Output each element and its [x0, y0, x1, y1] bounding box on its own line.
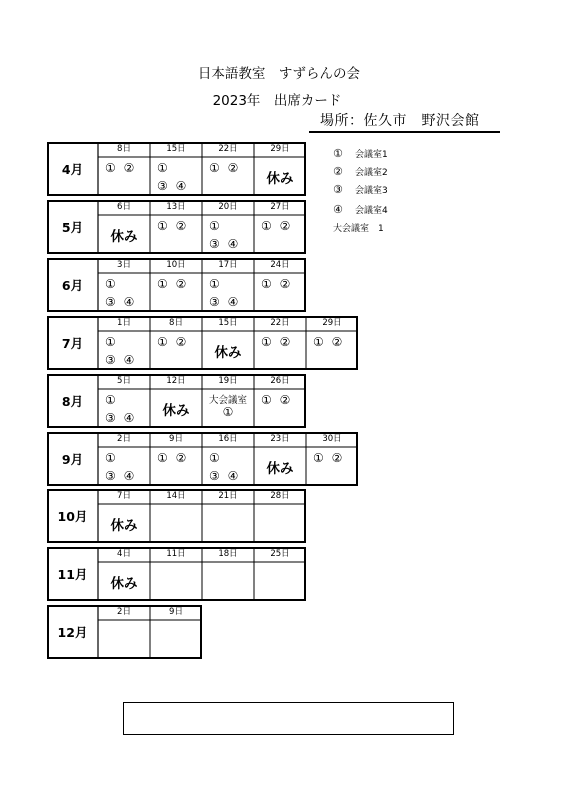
day-date: 6日 — [117, 202, 131, 212]
room-marks-line2: ③ ④ — [105, 295, 135, 309]
room-marks-line1: ① ② — [261, 335, 291, 349]
day-cell — [202, 260, 254, 310]
day-cell — [150, 549, 202, 599]
day-cell — [98, 491, 150, 541]
month-label: 7月 — [61, 336, 84, 351]
day-cell — [254, 491, 306, 541]
day-date: 10日 — [166, 260, 186, 270]
month-label: 12月 — [57, 625, 88, 640]
room-marks-line1: ① — [209, 277, 220, 291]
day-date: 22日 — [270, 318, 290, 328]
day-off-label: 休み — [266, 171, 294, 187]
day-cell — [254, 318, 306, 368]
legend-mark: ③ — [333, 183, 343, 196]
month-label: 9月 — [61, 452, 84, 467]
day-cell — [98, 260, 150, 310]
month-label: 5月 — [61, 220, 84, 235]
day-cell — [98, 549, 150, 599]
day-cell — [150, 260, 202, 310]
legend-mark: ① — [333, 147, 343, 160]
room-marks-line1: ① ② — [105, 161, 135, 175]
room-marks-line1: ① — [209, 219, 220, 233]
month-label: 8月 — [61, 394, 84, 409]
room-marks-line2: ③ ④ — [209, 237, 239, 251]
day-date: 15日 — [218, 318, 238, 328]
day-cell — [306, 318, 358, 368]
day-cell — [254, 376, 306, 426]
room-marks-line1: ① ② — [313, 335, 343, 349]
room-marks-line2: ③ ④ — [105, 411, 135, 425]
day-cell — [306, 434, 358, 484]
day-date: 2日 — [117, 434, 131, 444]
day-cell — [150, 144, 202, 194]
day-date: 11日 — [166, 549, 186, 559]
place-label: 場所：佐久市 野沢会館 — [320, 113, 480, 129]
day-date: 19日 — [218, 376, 238, 386]
day-cell — [202, 376, 254, 426]
day-cell — [202, 549, 254, 599]
day-date: 29日 — [270, 144, 290, 154]
day-off-label: 休み — [266, 461, 294, 477]
day-cell — [150, 202, 202, 252]
day-cell — [202, 318, 254, 368]
legend-item — [333, 147, 388, 160]
legend-text: 大会議室 1 — [333, 224, 384, 234]
legend-text: 会議室3 — [355, 186, 388, 196]
day-cell — [202, 434, 254, 484]
day-date: 3日 — [117, 260, 131, 270]
day-date: 12日 — [166, 376, 186, 386]
legend-item — [333, 203, 388, 216]
month-label: 11月 — [57, 567, 88, 582]
day-date: 1日 — [117, 318, 131, 328]
room-marks-line2: ③ ④ — [209, 295, 239, 309]
room-marks-line1: ① — [105, 451, 116, 465]
day-date: 8日 — [117, 144, 131, 154]
legend-mark: ② — [333, 165, 343, 178]
month-label: 4月 — [61, 162, 84, 177]
day-off-label: 休み — [162, 403, 190, 419]
day-cell — [202, 144, 254, 194]
legend-item — [333, 183, 388, 196]
day-cell — [150, 318, 202, 368]
day-date: 8日 — [169, 318, 183, 328]
room-marks-line2: ③ ④ — [209, 469, 239, 483]
day-cell — [98, 318, 150, 368]
day-date: 20日 — [218, 202, 238, 212]
room-marks-line1: ① — [157, 161, 168, 175]
special-room-mark: ① — [222, 405, 234, 419]
special-room-label: 大会議室 — [208, 395, 247, 406]
day-date: 25日 — [270, 549, 290, 559]
day-date: 30日 — [322, 434, 342, 444]
day-date: 2日 — [117, 607, 131, 617]
day-cell — [98, 607, 150, 657]
room-marks-line1: ① — [105, 277, 116, 291]
room-marks-line1: ① ② — [157, 219, 187, 233]
day-cell — [254, 549, 306, 599]
day-date: 28日 — [270, 491, 290, 501]
day-cell — [98, 376, 150, 426]
day-cell — [150, 491, 202, 541]
room-marks-line1: ① ② — [261, 219, 291, 233]
day-cell — [254, 144, 306, 194]
day-cell — [150, 607, 202, 657]
legend-item — [333, 221, 384, 234]
day-cell — [254, 202, 306, 252]
day-cell — [150, 376, 202, 426]
document-title: 日本語教室 すずらんの会 — [197, 66, 361, 82]
month-label: 6月 — [61, 278, 84, 293]
day-date: 14日 — [166, 491, 186, 501]
legend-mark: ④ — [333, 203, 343, 216]
day-date: 22日 — [218, 144, 238, 154]
day-date: 29日 — [322, 318, 342, 328]
day-date: 27日 — [270, 202, 290, 212]
month-label: 10月 — [57, 509, 88, 524]
day-cell — [254, 260, 306, 310]
day-cell — [98, 434, 150, 484]
room-marks-line2: ③ ④ — [157, 179, 187, 193]
document-subtitle: 2023年 出席カード — [212, 93, 342, 109]
legend-text: 会議室2 — [355, 168, 388, 178]
day-off-label: 休み — [110, 576, 138, 592]
day-date: 18日 — [218, 549, 238, 559]
day-off-label: 休み — [214, 345, 242, 361]
day-cell — [202, 202, 254, 252]
day-cell — [98, 202, 150, 252]
room-marks-line1: ① — [209, 451, 220, 465]
day-date: 21日 — [218, 491, 238, 501]
day-date: 16日 — [218, 434, 238, 444]
day-cell — [202, 491, 254, 541]
day-date: 15日 — [166, 144, 186, 154]
day-cell — [98, 144, 150, 194]
legend-item — [333, 165, 388, 178]
day-date: 7日 — [117, 491, 131, 501]
legend-text: 会議室4 — [355, 206, 388, 216]
room-marks-line1: ① — [105, 393, 116, 407]
day-date: 9日 — [169, 434, 183, 444]
day-cell — [254, 434, 306, 484]
day-date: 24日 — [270, 260, 290, 270]
room-marks-line1: ① ② — [157, 277, 187, 291]
footer-box — [123, 702, 454, 735]
legend-text: 会議室1 — [355, 150, 388, 160]
day-off-label: 休み — [110, 518, 138, 534]
day-date: 5日 — [117, 376, 131, 386]
room-marks-line2: ③ ④ — [105, 353, 135, 367]
room-marks-line1: ① — [105, 335, 116, 349]
day-date: 17日 — [218, 260, 238, 270]
place-underline — [309, 131, 500, 133]
day-date: 4日 — [117, 549, 131, 559]
day-cell — [150, 434, 202, 484]
room-marks-line1: ① ② — [313, 451, 343, 465]
room-marks-line1: ① ② — [261, 277, 291, 291]
day-off-label: 休み — [110, 229, 138, 245]
room-marks-line1: ① ② — [157, 335, 187, 349]
room-marks-line1: ① ② — [209, 161, 239, 175]
room-marks-line2: ③ ④ — [105, 469, 135, 483]
day-date: 9日 — [169, 607, 183, 617]
room-marks-line1: ① ② — [157, 451, 187, 465]
room-marks-line1: ① ② — [261, 393, 291, 407]
day-date: 23日 — [270, 434, 290, 444]
day-date: 26日 — [270, 376, 290, 386]
day-date: 13日 — [166, 202, 186, 212]
